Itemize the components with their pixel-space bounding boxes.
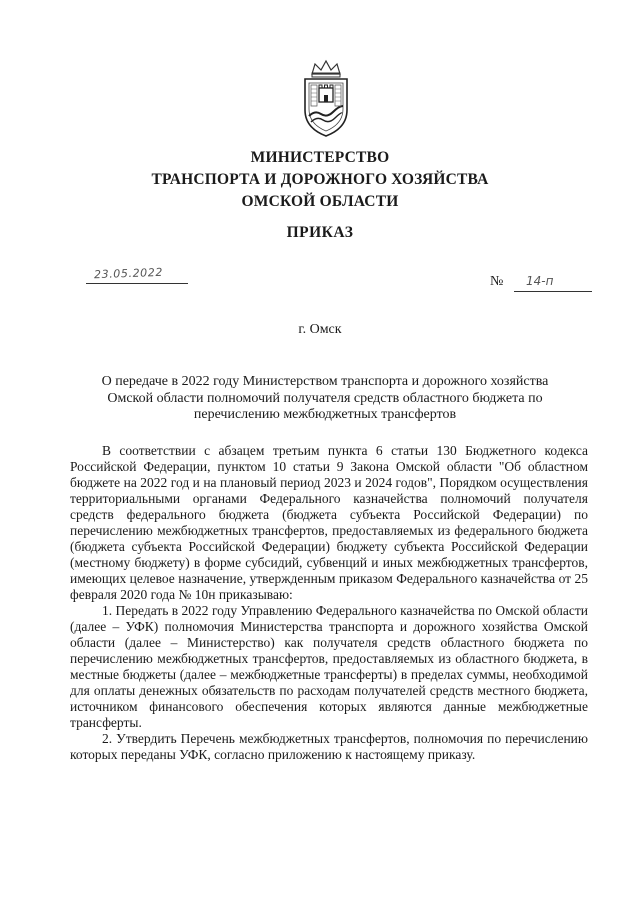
order-number bbox=[490, 274, 600, 296]
city-line: г. Омск bbox=[298, 322, 342, 337]
handwritten-date: 23.05.2022 bbox=[93, 265, 164, 282]
omsk-region-coat-of-arms-icon bbox=[295, 58, 357, 140]
number-sign: № bbox=[490, 274, 504, 289]
item-2-paragraph: 2. Утвердить Перечень межбюджетных трансфертов, полномочия по перечислению которых переданы УФК, согласно приложению к настоящему приказу. bbox=[70, 731, 588, 762]
ministry-name-line2: ТРАНСПОРТА И ДОРОЖНОГО ХОЗЯЙСТВА bbox=[151, 171, 489, 188]
number-underline bbox=[514, 291, 592, 292]
order-date bbox=[86, 267, 188, 289]
date-underline bbox=[86, 283, 188, 284]
preamble-paragraph: В соответствии с абзацем третьим пункта 6 статьи 130 Бюджетного кодекса Российской Федерации, пунктом 10 статьи 9 Закона Омской области "Об областном бюджете на 2022 год и на плановый период 2023 и 2024 годов", Порядком осуществления территориальными органами Федерального казначейства полномочий получателя средств федерального бюджета (бюджета субъекта Российской Федерации) по перечислению межбюджетных трансфертов, предоставляемых из федерального бюджета (бюджета субъекта Российской Федерации) бюджету субъекта Российской Федерации (местному бюджету) в форме субсидий, субвенций и иных межбюджетных трансфертов, имеющих целевое назначение, утвержденным приказом Федерального казначейства от 25 февраля 2020 года № 10н приказываю: bbox=[70, 443, 588, 602]
ministry-name-line3: ОМСКОЙ ОБЛАСТИ bbox=[241, 193, 399, 210]
order-body bbox=[70, 443, 588, 763]
ministry-name-line1: МИНИСТЕРСТВО bbox=[250, 149, 390, 166]
document-type-title: ПРИКАЗ bbox=[286, 224, 354, 241]
order-subject: О передаче в 2022 году Министерством транспорта и дорожного хозяйства Омской области полномочий получателя средств областного бюджета по перечислению межбюджетных трансфертов bbox=[101, 374, 549, 422]
handwritten-number: 14-п bbox=[526, 274, 554, 288]
item-1-paragraph: 1. Передать в 2022 году Управлению Федерального казначейства по Омской области (далее – УФК) полномочия Министерства транспорта и дорожного хозяйства Омской области (далее – Министерство) как получателя средств областного бюджета по перечислению межбюджетных трансфертов, предоставляемых из областного бюджета, в местные бюджеты (далее – межбюджетные трансферты) в пределах суммы, необходимой для оплаты денежных обязательств по расходам получателей средств местного бюджета, источником финансового обеспечения которых являются данные межбюджетные трансферты. bbox=[70, 603, 588, 730]
